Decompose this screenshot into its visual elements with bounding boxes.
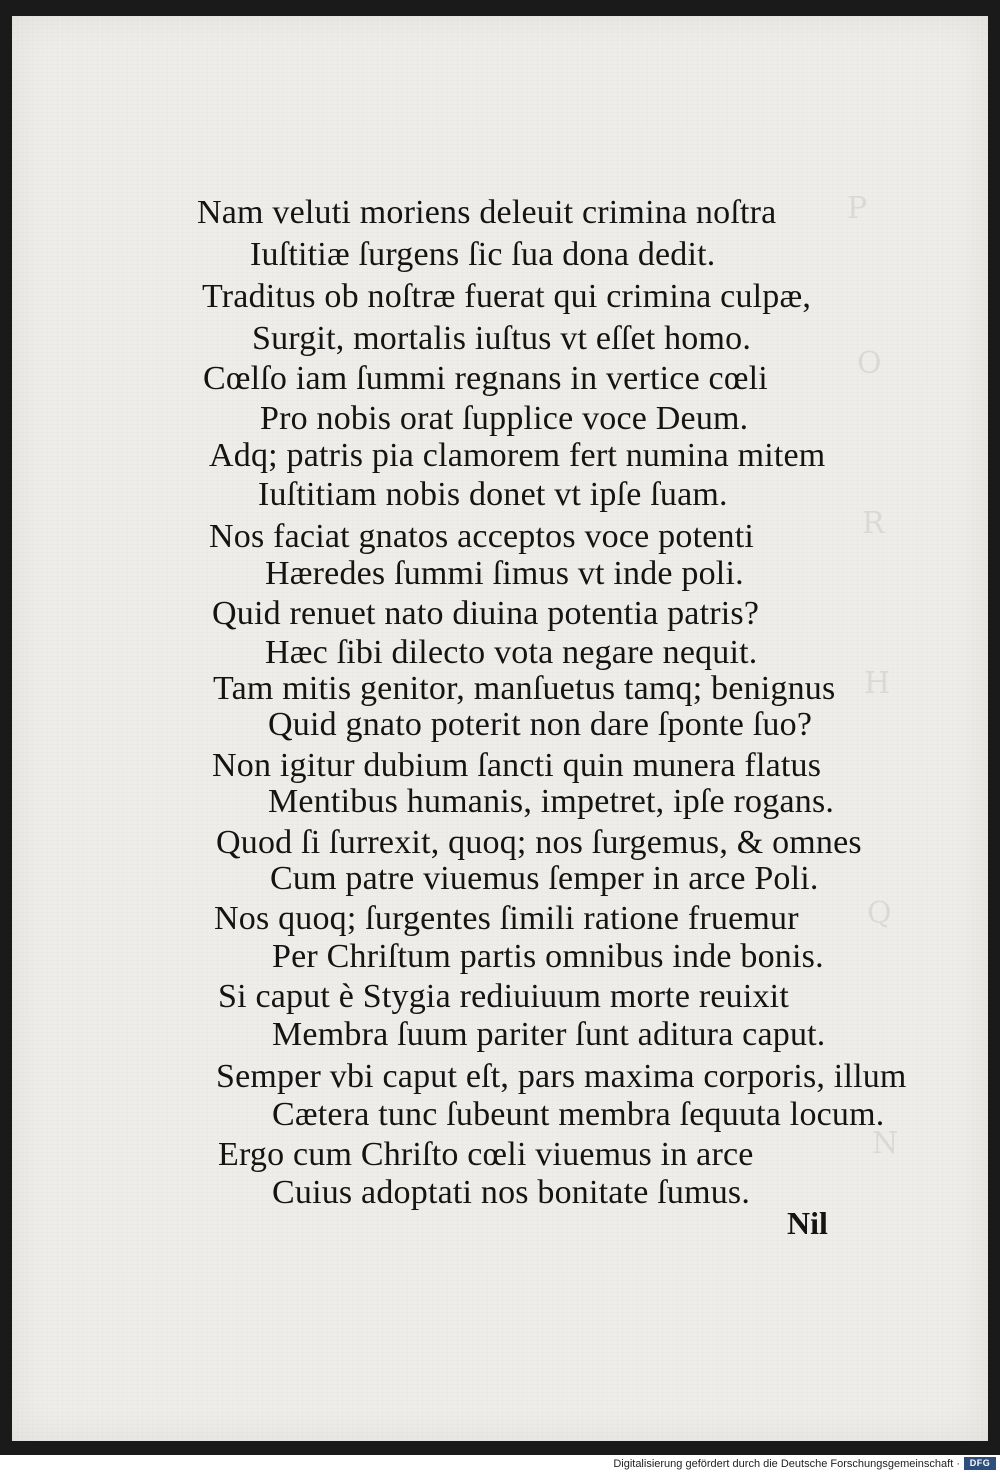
verse-line: Cœlſo iam ſummi regnans in vertice cœli — [203, 360, 768, 397]
verse-line: Quid gnato poterit non dare ſponte ſuo? — [268, 706, 813, 743]
footer-credit: Digitalisierung gefördert durch die Deutsche Forschungsgemeinschaft · — [613, 1458, 960, 1470]
verse-line: Hæredes ſummi ſimus vt inde poli. — [265, 555, 744, 592]
verse-line: Quod ſi ſurrexit, quoq; nos ſurgemus, & omnes — [216, 824, 862, 861]
verse-line: Traditus ob noſtræ fuerat qui crimina culpæ, — [202, 278, 812, 315]
verse-line: Surgit, mortalis iuſtus vt eſſet homo. — [252, 320, 752, 357]
show-through-decoration: R — [862, 506, 885, 541]
catchword: Nil — [787, 1205, 828, 1241]
verse-line: Semper vbi caput eſt, pars maxima corporis, illum — [216, 1058, 907, 1095]
verse-line: Si caput è Stygia rediuiuum morte reuixit — [218, 978, 789, 1015]
verse-line: Cætera tunc ſubeunt membra ſequuta locum. — [272, 1096, 885, 1133]
verse-line: Tam mitis genitor, manſuetus tamq; benignus — [213, 670, 836, 707]
verse-line: Pro nobis orat ſupplice voce Deum. — [260, 400, 749, 437]
verse-line: Iuſtitiam nobis donet vt ipſe ſuam. — [258, 476, 728, 513]
show-through-decoration: N — [872, 1126, 899, 1161]
verse-line: Hæc ſibi dilecto vota negare nequit. — [265, 634, 758, 671]
verse-line: Cum patre viuemus ſemper in arce Poli. — [270, 860, 819, 897]
show-through-decoration: Q — [867, 896, 892, 931]
verse-line: Per Chriſtum partis omnibus inde bonis. — [272, 938, 824, 975]
verse-line: Nos quoq; ſurgentes ſimili ratione fruemur — [214, 900, 799, 937]
verse-line: Mentibus humanis, impetret, ipſe rogans. — [268, 783, 835, 820]
verse-line: Ergo cum Chriſto cœli viuemus in arce — [218, 1136, 754, 1173]
verse-line: Membra ſuum pariter ſunt aditura caput. — [272, 1016, 826, 1053]
show-through-decoration: P — [847, 191, 868, 226]
verse-line: Iuſtitiæ ſurgens ſic ſua dona dedit. — [250, 236, 716, 273]
dfg-logo-icon: DFG — [964, 1457, 996, 1470]
show-through-decoration: H — [864, 666, 891, 701]
verse-line: Nam veluti moriens deleuit crimina noſtra — [197, 194, 777, 231]
verse-line: Adq; patris pia clamorem fert numina mitem — [209, 437, 826, 474]
verse-line: Nos faciat gnatos acceptos voce potenti — [209, 518, 754, 555]
show-through-decoration: O — [857, 346, 882, 381]
verse-line: Non igitur dubium ſancti quin munera flatus — [212, 747, 822, 784]
verse-line: Cuius adoptati nos bonitate ſumus. — [272, 1174, 751, 1211]
verse-line: Quid renuet nato diuina potentia patris? — [212, 595, 760, 632]
